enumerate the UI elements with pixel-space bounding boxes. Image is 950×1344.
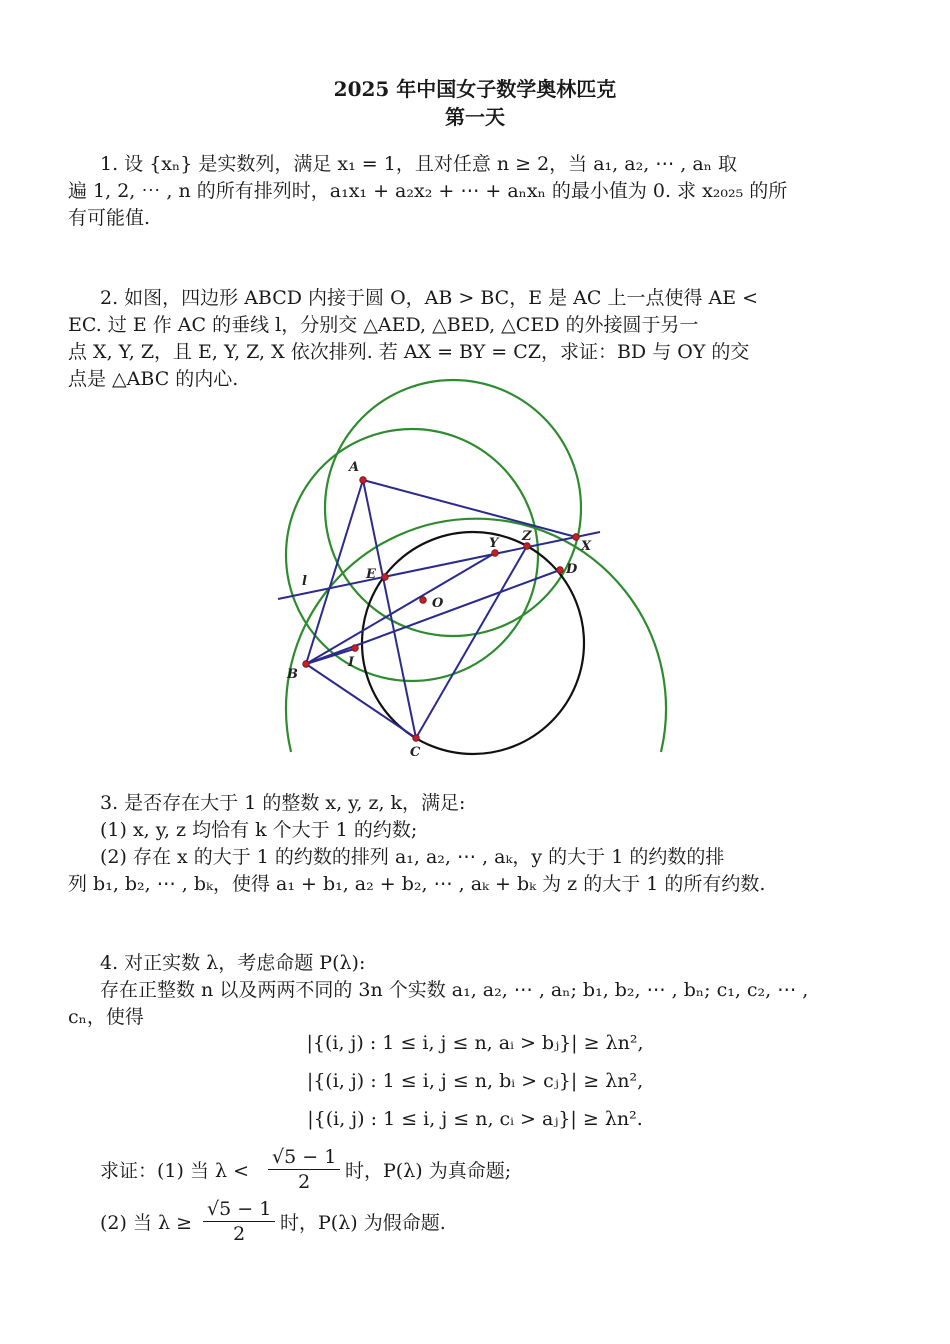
fraction-denominator: 2 [298, 1171, 311, 1193]
circle-aed [325, 380, 581, 636]
problem-4-formula-3: |{(i, j) : 1 ≤ i, j ≤ n, cᵢ > aⱼ}| ≥ λn². [307, 1108, 643, 1130]
problem-4-line-2: 存在正整数 n 以及两两不同的 3n 个实数 a₁, a₂, ⋯ , aₙ; b₁, b₂, ⋯ , bₙ; c₁, c₂, ⋯ , [100, 979, 809, 1001]
problem-4-formula-1: |{(i, j) : 1 ≤ i, j ≤ n, aᵢ > bⱼ}| ≥ λn², [306, 1032, 644, 1054]
point-a [360, 477, 367, 484]
segment-ax [363, 480, 576, 537]
label-c: C [410, 745, 421, 760]
label-a: A [349, 460, 360, 475]
problem-4-line-3: cₙ，使得 [68, 1006, 144, 1028]
fraction-numerator: √5 − 1 [268, 1145, 340, 1170]
label-x: X [581, 539, 592, 554]
label-i: I [348, 655, 355, 670]
problem-4-part-2-after: 时，P(λ) 为假命题. [280, 1212, 446, 1234]
problem-3-line-4: 列 b₁, b₂, ⋯ , bₖ，使得 a₁ + b₁, a₂ + b₂, ⋯ , aₖ + bₖ 为 z 的大于 1 的所有约数. [68, 873, 766, 895]
point-e [382, 574, 389, 581]
point-x [573, 534, 580, 541]
problem-4-line-1: 4. 对正实数 λ，考虑命题 P(λ): [100, 952, 366, 974]
problem-2-line-2: EC. 过 E 作 AC 的垂线 l，分别交 △AED, △BED, △CED 的外接圆于另一 [68, 314, 699, 336]
label-d: D [566, 562, 578, 577]
problem-4-part-2-before: (2) 当 λ ≥ [100, 1212, 192, 1234]
problem-4-part-2-fraction [203, 1197, 275, 1246]
problem-4-part-1-fraction [268, 1145, 340, 1194]
point-d [557, 567, 564, 574]
problem-4-part-1-after: 时，P(λ) 为真命题; [345, 1160, 512, 1182]
problem-1-line-3: 有可能值. [68, 207, 151, 229]
page-subtitle: 第一天 [445, 105, 505, 129]
label-e: E [366, 567, 376, 582]
point-b [303, 661, 310, 668]
point-c [413, 735, 420, 742]
fraction-numerator: √5 − 1 [203, 1197, 275, 1222]
circle-bed [286, 429, 538, 681]
problem-3-line-2: (1) x, y, z 均恰有 k 个大于 1 的约数; [100, 819, 418, 841]
problem-4-part-1-before: 求证：(1) 当 λ < [100, 1160, 249, 1182]
problem-2-line-1: 2. 如图，四边形 ABCD 内接于圆 O，AB > BC，E 是 AC 上一点使得 AE < [100, 287, 759, 309]
segment-bc [306, 664, 416, 738]
problem-3-line-3: (2) 存在 x 的大于 1 的约数的排列 a₁, a₂, ⋯ , aₖ，y 的大于 1 的约数的排 [100, 846, 725, 868]
problem-1-line-2: 遍 1, 2, ⋯ , n 的所有排列时，a₁x₁ + a₂x₂ + ⋯ + aₙxₙ 的最小值为 0. 求 x₂₀₂₅ 的所 [68, 180, 788, 202]
problem-2-line-3: 点 X, Y, Z，且 E, Y, Z, X 依次排列. 若 AX = BY = CZ，求证：BD 与 OY 的交 [68, 341, 750, 363]
problem-1-line-1: 1. 设 {xₙ} 是实数列，满足 x₁ = 1，且对任意 n ≥ 2，当 a₁, a₂, ⋯ , aₙ 取 [100, 153, 737, 175]
point-i [352, 645, 359, 652]
problem-2-line-4: 点是 △ABC 的内心. [68, 368, 239, 390]
label-o: O [432, 596, 444, 611]
label-b: B [287, 667, 298, 682]
problem-3-line-1: 3. 是否存在大于 1 的整数 x, y, z, k，满足: [100, 792, 466, 814]
label-z: Z [522, 529, 532, 544]
page-title: 2025 年中国女子数学奥林匹克 [333, 77, 617, 101]
point-o [420, 597, 427, 604]
fraction-denominator: 2 [233, 1223, 246, 1245]
segment-cz [416, 546, 527, 738]
label-l: l [302, 574, 307, 589]
problem-4-formula-2: |{(i, j) : 1 ≤ i, j ≤ n, bᵢ > cⱼ}| ≥ λn², [306, 1070, 644, 1092]
label-y: Y [489, 536, 499, 551]
segment-ac [363, 480, 416, 738]
